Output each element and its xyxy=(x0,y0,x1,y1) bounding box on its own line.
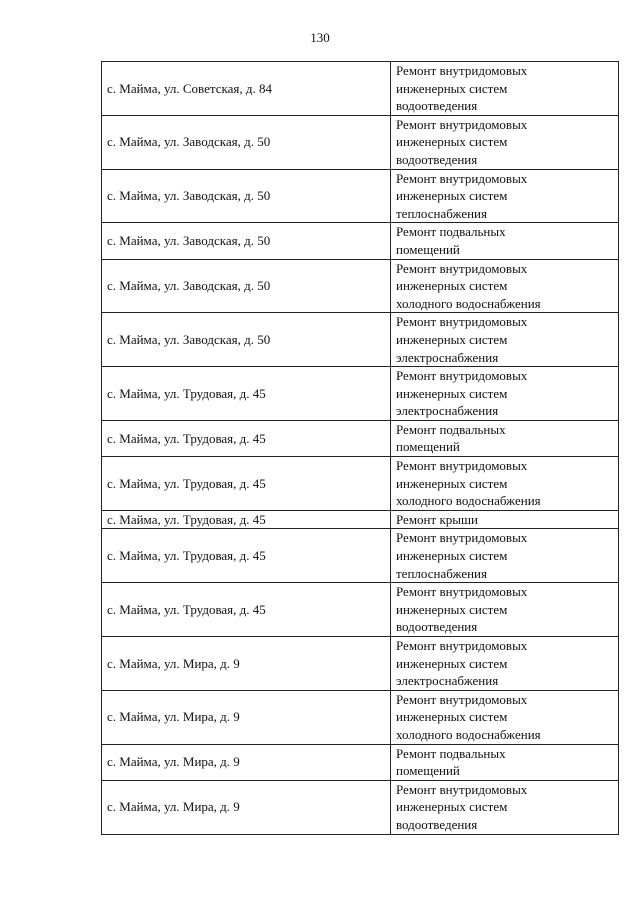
address-cell: с. Майма, ул. Заводская, д. 50 xyxy=(102,169,391,223)
work-cell: Ремонт подвальных помещений xyxy=(391,223,619,259)
page-number: 130 xyxy=(310,30,330,45)
address-cell: с. Майма, ул. Трудовая, д. 45 xyxy=(102,510,391,529)
table-row xyxy=(102,457,619,511)
table-row xyxy=(102,637,619,691)
table-row xyxy=(102,529,619,583)
work-cell: Ремонт внутридомовых инженерных систем водоотведения xyxy=(391,780,619,834)
work-cell: Ремонт крыши xyxy=(391,510,619,529)
address-cell: с. Майма, ул. Мира, д. 9 xyxy=(102,690,391,744)
table-row xyxy=(102,367,619,421)
work-cell: Ремонт подвальных помещений xyxy=(391,744,619,780)
work-cell: Ремонт внутридомовых инженерных систем холодного водоснабжения xyxy=(391,457,619,511)
work-cell: Ремонт внутридомовых инженерных систем холодного водоснабжения xyxy=(391,259,619,313)
work-cell: Ремонт внутридомовых инженерных систем водоотведения xyxy=(391,115,619,169)
table-row xyxy=(102,510,619,529)
address-cell: с. Майма, ул. Советская, д. 84 xyxy=(102,62,391,116)
address-cell: с. Майма, ул. Мира, д. 9 xyxy=(102,780,391,834)
address-cell: с. Майма, ул. Мира, д. 9 xyxy=(102,744,391,780)
address-cell: с. Майма, ул. Заводская, д. 50 xyxy=(102,115,391,169)
table-row xyxy=(102,313,619,367)
address-cell: с. Майма, ул. Заводская, д. 50 xyxy=(102,223,391,259)
address-cell: с. Майма, ул. Заводская, д. 50 xyxy=(102,313,391,367)
address-cell: с. Майма, ул. Трудовая, д. 45 xyxy=(102,457,391,511)
work-cell: Ремонт внутридомовых инженерных систем электроснабжения xyxy=(391,637,619,691)
table-row xyxy=(102,744,619,780)
table-row xyxy=(102,690,619,744)
table-row xyxy=(102,259,619,313)
table-row xyxy=(102,780,619,834)
table-row xyxy=(102,223,619,259)
works-table xyxy=(101,61,619,835)
address-cell: с. Майма, ул. Заводская, д. 50 xyxy=(102,259,391,313)
work-cell: Ремонт внутридомовых инженерных систем теплоснабжения xyxy=(391,529,619,583)
table-row xyxy=(102,169,619,223)
table-row xyxy=(102,115,619,169)
address-cell: с. Майма, ул. Трудовая, д. 45 xyxy=(102,583,391,637)
work-cell: Ремонт внутридомовых инженерных систем электроснабжения xyxy=(391,313,619,367)
table-row xyxy=(102,62,619,116)
table-row xyxy=(102,420,619,456)
address-cell: с. Майма, ул. Трудовая, д. 45 xyxy=(102,367,391,421)
address-cell: с. Майма, ул. Трудовая, д. 45 xyxy=(102,420,391,456)
work-cell: Ремонт подвальных помещений xyxy=(391,420,619,456)
address-cell: с. Майма, ул. Трудовая, д. 45 xyxy=(102,529,391,583)
address-cell: с. Майма, ул. Мира, д. 9 xyxy=(102,637,391,691)
work-cell: Ремонт внутридомовых инженерных систем водоотведения xyxy=(391,583,619,637)
work-cell: Ремонт внутридомовых инженерных систем холодного водоснабжения xyxy=(391,690,619,744)
work-cell: Ремонт внутридомовых инженерных систем водоотведения xyxy=(391,62,619,116)
work-cell: Ремонт внутридомовых инженерных систем теплоснабжения xyxy=(391,169,619,223)
work-cell: Ремонт внутридомовых инженерных систем электроснабжения xyxy=(391,367,619,421)
table-row xyxy=(102,583,619,637)
